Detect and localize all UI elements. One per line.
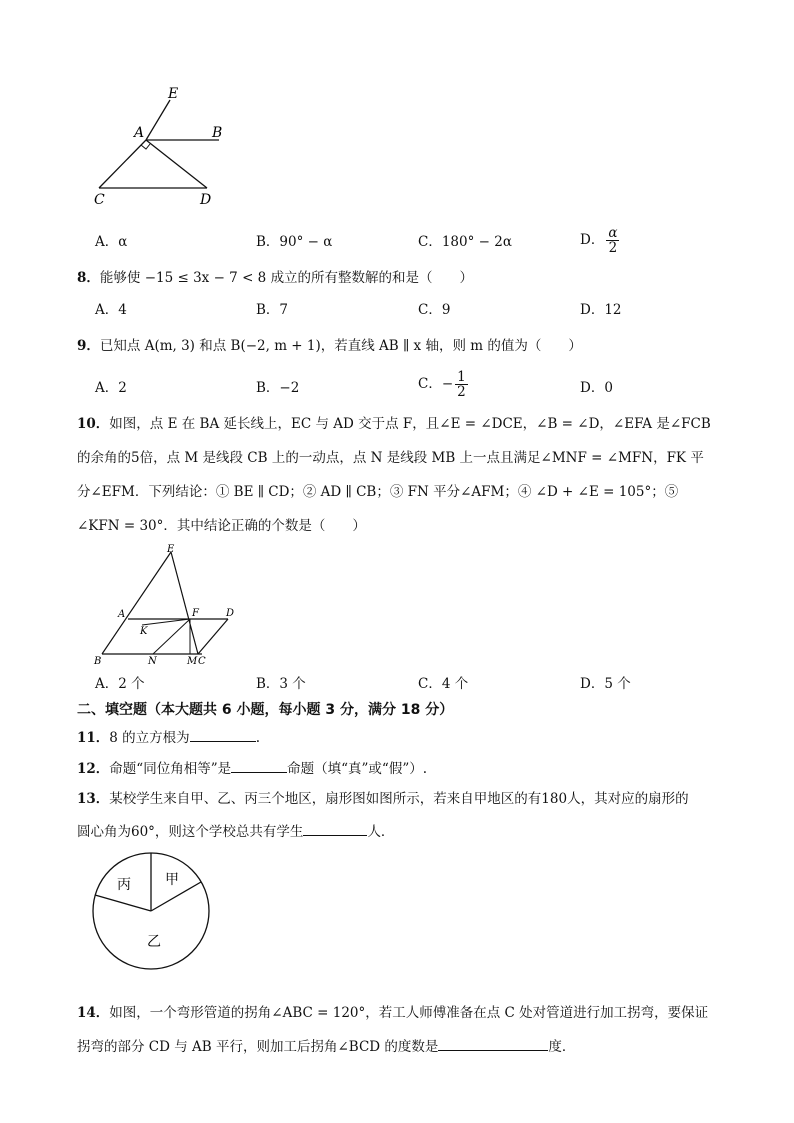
- q13-answer-blank[interactable]: [303, 821, 367, 836]
- q10-option-b[interactable]: [256, 674, 306, 694]
- line-ae: [146, 100, 170, 140]
- question-number: 12．: [77, 761, 110, 777]
- q7-option-d[interactable]: [580, 226, 621, 255]
- question-11: [77, 727, 260, 748]
- pie-label-yi: 乙: [147, 934, 161, 950]
- label-b: B: [212, 125, 223, 141]
- q8-option-b[interactable]: [256, 300, 288, 320]
- label-a: A: [118, 609, 126, 620]
- q7-option-a-text: A．α: [95, 234, 128, 250]
- q8-option-b-text: B．7: [256, 302, 289, 318]
- q7-option-c[interactable]: [418, 232, 512, 252]
- q14-text-end: 度．: [548, 1039, 576, 1055]
- q7-option-d-letter: D．: [580, 232, 605, 248]
- q12-text-end: 命题（填“真”或“假”）.: [287, 761, 428, 777]
- label-e: E: [168, 86, 179, 102]
- q8-option-a[interactable]: [95, 300, 127, 320]
- pie-label-jia: 甲: [165, 872, 179, 888]
- q7-option-c-text: C．180° − 2α: [418, 234, 512, 250]
- q13-text-end: 人．: [367, 824, 395, 840]
- line-fk: [142, 619, 190, 625]
- line-ec: [171, 552, 198, 654]
- q11-answer-blank[interactable]: [190, 727, 256, 742]
- q8-option-c[interactable]: [418, 300, 450, 320]
- q10-option-d[interactable]: [580, 674, 631, 694]
- line-dc: [198, 619, 228, 654]
- q10-option-a-text: A．2 个: [95, 676, 145, 692]
- q14-text-line-1: 如图，一个弯形管道的拐角∠ABC = 120°，若工人师傅准备在点 C 处对管道进行加工拐弯，要保证: [109, 1005, 709, 1021]
- q7-option-b[interactable]: [256, 232, 332, 252]
- q8-text-after: 成立的所有整数解的和是（ ）: [270, 270, 474, 286]
- figure-q7: [88, 82, 238, 210]
- q10-text-line-1: 如图，点 E 在 BA 延长线上，EC 与 AD 交于点 F，且∠E = ∠DCE，∠B = ∠D，∠EFA 是∠FCB: [109, 416, 711, 432]
- line-ac: [99, 140, 146, 188]
- label-k: K: [140, 626, 148, 637]
- q11-text-end: .: [255, 730, 260, 746]
- q9-option-a[interactable]: [95, 378, 127, 398]
- label-a: A: [134, 125, 145, 141]
- q10-option-c-text: C．4 个: [418, 676, 469, 692]
- question-10-line-2: [77, 448, 704, 468]
- label-b: B: [94, 656, 102, 667]
- q10-option-a[interactable]: [95, 674, 145, 694]
- q10-option-d-text: D．5 个: [580, 676, 631, 692]
- question-number: 11．: [77, 730, 110, 746]
- question-number: 13．: [77, 791, 110, 807]
- right-angle-mark: [141, 144, 150, 149]
- q8-option-d[interactable]: [580, 300, 622, 320]
- figure-q13-pie: [90, 852, 214, 976]
- fraction-numerator: α: [608, 225, 618, 241]
- question-number: 14．: [77, 1005, 110, 1021]
- q10-option-c[interactable]: [418, 674, 468, 694]
- q9-option-c-letter: C．−: [418, 376, 454, 392]
- q13-text-line-2: 圆心角为60°，则这个学校总共有学生: [77, 824, 304, 840]
- section-2-heading: [77, 700, 453, 720]
- label-n: N: [148, 656, 157, 667]
- q9-option-b[interactable]: [256, 378, 299, 398]
- question-14-line-1: [77, 1003, 708, 1023]
- fraction-denominator: 2: [608, 240, 618, 256]
- line-ad: [146, 140, 207, 188]
- question-9: [77, 336, 582, 356]
- label-f: F: [192, 608, 199, 619]
- q14-text-line-2: 拐弯的部分 CD 与 AB 平行，则加工后拐角∠BCD 的度数是: [77, 1039, 439, 1055]
- q12-answer-blank[interactable]: [231, 758, 287, 773]
- q14-answer-blank[interactable]: [438, 1036, 548, 1051]
- label-m: M: [187, 656, 198, 667]
- label-d: D: [226, 608, 235, 619]
- question-10-line-3: [77, 482, 678, 502]
- q13-text-line-1: 某校学生来自甲、乙、丙三个地区，扇形图如图所示，若来自甲地区的有180人，其对应的扇形的: [109, 791, 689, 807]
- question-8: [77, 268, 473, 288]
- question-number: 8．: [77, 270, 100, 286]
- q10-text-line-2: 的余角的5倍，点 M 是线段 CB 上的一动点，点 N 是线段 MB 上一点且满足∠MNF = ∠MFN，FK 平: [77, 450, 704, 466]
- q9-text: 已知点 A(m, 3) 和点 B(−2, m + 1)，若直线 AB ∥ x 轴，则 m 的值为（ ）: [99, 338, 582, 354]
- q10-text-line-4: ∠KFN = 30°．其中结论正确的个数是（ ）: [77, 518, 366, 534]
- q11-text: 8 的立方根为: [109, 730, 190, 746]
- q8-option-c-text: C．9: [418, 302, 451, 318]
- q10-text-line-3: 分∠EFM．下列结论：① BE ∥ CD；② AD ∥ CB；③ FN 平分∠AFM；④ ∠D + ∠E = 105°；⑤: [77, 484, 679, 500]
- q8-inequality: −15 ≤ 3x − 7 < 8: [144, 270, 267, 286]
- q9-option-b-text: B．−2: [256, 380, 300, 396]
- q9-option-d[interactable]: [580, 378, 613, 398]
- q9-option-d-text: D．0: [580, 380, 613, 396]
- figure-q10: [88, 542, 248, 670]
- pie-divider-left: [95, 895, 151, 911]
- section-2-title: 二、填空题（本大题共 6 小题，每小题 3 分，满分 18 分）: [77, 702, 454, 718]
- q8-text-before: 能够使: [99, 270, 141, 286]
- question-number: 9．: [77, 338, 100, 354]
- label-e: E: [167, 544, 175, 555]
- line-eb: [102, 552, 171, 654]
- q12-text: 命题“同位角相等”是: [109, 761, 232, 777]
- fraction-denominator: 2: [457, 384, 466, 400]
- question-12: [77, 758, 427, 779]
- fraction-numerator: 1: [457, 369, 466, 385]
- q7-option-a[interactable]: [95, 232, 127, 252]
- question-10-line-4: [77, 516, 366, 536]
- q7-option-b-text: B．90° − α: [256, 234, 333, 250]
- q7-option-d-fraction: [606, 226, 619, 255]
- q9-option-c-fraction: [455, 370, 468, 399]
- question-14-line-2: [77, 1036, 575, 1057]
- question-10-line-1: [77, 414, 711, 434]
- question-13-line-2: [77, 821, 394, 842]
- question-13-line-1: [77, 789, 689, 809]
- line-fn: [153, 619, 190, 654]
- q8-option-a-text: A．4: [95, 302, 127, 318]
- label-c: C: [198, 656, 206, 667]
- question-number: 10．: [77, 416, 110, 432]
- pie-label-bing: 丙: [117, 877, 131, 893]
- label-d: D: [200, 192, 212, 208]
- q10-option-b-text: B．3 个: [256, 676, 306, 692]
- q9-option-a-text: A．2: [95, 380, 127, 396]
- q9-option-c[interactable]: [418, 370, 470, 399]
- label-c: C: [94, 192, 105, 208]
- q8-option-d-text: D．12: [580, 302, 622, 318]
